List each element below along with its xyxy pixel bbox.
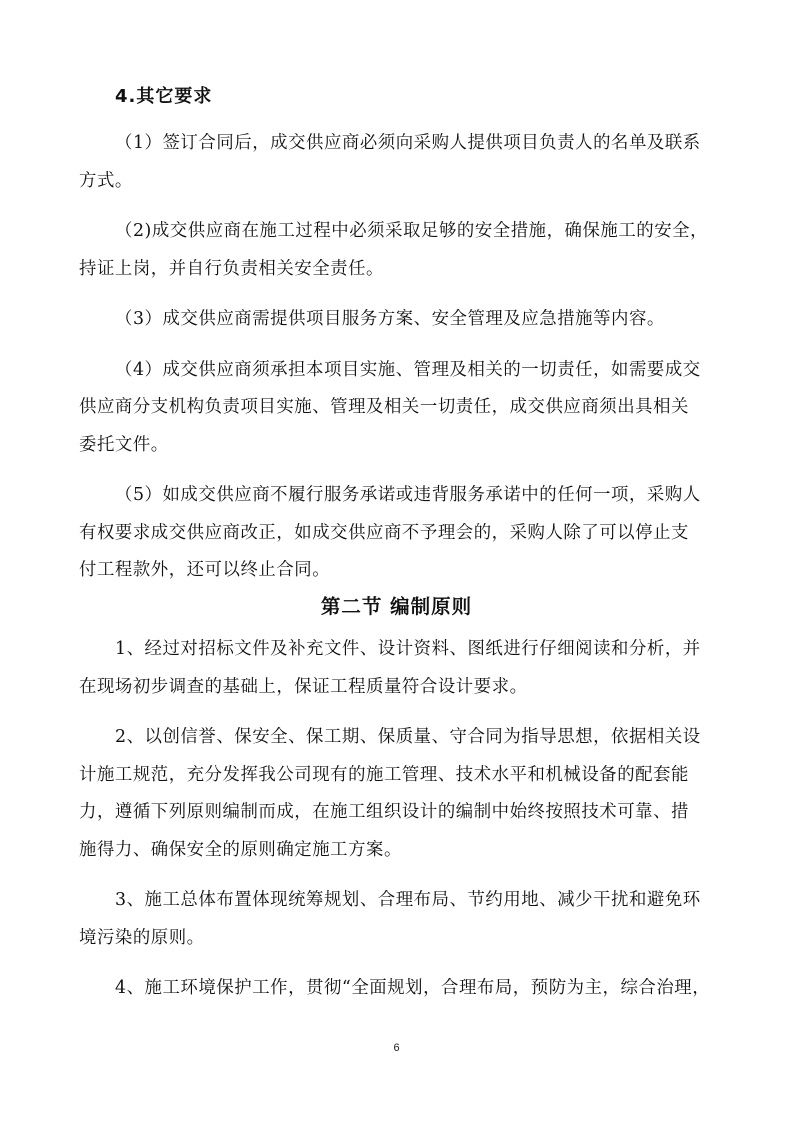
- requirements-list: [79, 125, 719, 590]
- page-number: 6: [393, 1042, 400, 1054]
- requirement-item-2: [79, 213, 719, 288]
- requirement-5-line-3: 付工程款外，还可以终止合同。: [79, 560, 331, 580]
- requirement-item-3: [79, 301, 719, 339]
- principle-2-line-1: 2、以创信誉、保安全、保工期、保质量、守合同为指导思想，依据相关设: [115, 727, 701, 747]
- principle-item-3: [79, 882, 719, 957]
- requirement-item-5: [79, 477, 719, 590]
- section-title: 第二节 编制原则: [320, 595, 473, 618]
- requirement-5-line-1: （5）如成交供应商不履行服务承诺或违背服务承诺中的任何一项，采购人: [115, 485, 701, 505]
- requirement-4-line-3: 委托文件。: [79, 434, 169, 455]
- requirement-2-line-1: （2)成交供应商在施工过程中必须采取足够的安全措施，确保施工的安全，: [115, 221, 709, 241]
- requirement-item-1: [79, 125, 719, 200]
- requirement-2-line-2: 持证上岗，并自行负责相关安全责任。: [79, 258, 384, 279]
- principles-list: [79, 631, 719, 1008]
- requirement-item-4: [79, 352, 719, 465]
- requirement-4-line-1: （4）成交供应商须承担本项目实施、管理及相关的一切责任，如需要成交: [115, 359, 701, 380]
- requirement-3-line-1: （3）成交供应商需提供项目服务方案、安全管理及应急措施等内容。: [115, 309, 665, 329]
- principle-3-line-2: 境污染的原则。: [79, 927, 205, 948]
- principle-3-line-1: 3、施工总体布置体现统筹规划、合理布局、节约用地、减少干扰和避免环: [115, 890, 701, 910]
- principle-item-4: [79, 970, 719, 1008]
- principle-2-line-2: 计施工规范，充分发挥我公司现有的施工管理、技术水平和机械设备的配套能: [79, 764, 689, 785]
- principle-item-2: [79, 719, 719, 869]
- principle-2-line-3: 力，遵循下列原则编制而成，在施工组织设计的编制中始终按照技术可靠、措: [79, 802, 689, 822]
- principle-1-line-2: 在现场初步调查的基础上，保证工程质量符合设计要求。: [79, 676, 528, 697]
- heading-other-requirements: 4.其它要求: [115, 86, 213, 107]
- principle-1-line-1: 1、经过对招标文件及补充文件、设计资料、图纸进行仔细阅读和分析，并: [115, 639, 701, 659]
- requirement-4-line-2: 供应商分支机构负责项目实施、管理及相关一切责任，成交供应商须出具相关: [79, 397, 689, 417]
- requirement-1-line-1: （1）签订合同后，成交供应商必须向采购人提供项目负责人的名单及联系: [115, 133, 701, 153]
- principle-2-line-4: 施得力、确保安全的原则确定施工方案。: [79, 839, 402, 860]
- requirement-1-line-2: 方式。: [79, 170, 133, 191]
- principle-item-1: [79, 631, 719, 706]
- requirement-5-line-2: 有权要求成交供应商改正，如成交供应商不予理会的，采购人除了可以停止支: [79, 522, 689, 543]
- principle-4-line-1: 4、施工环境保护工作，贯彻“全面规划，合理布局，预防为主，综合治理，: [115, 978, 711, 998]
